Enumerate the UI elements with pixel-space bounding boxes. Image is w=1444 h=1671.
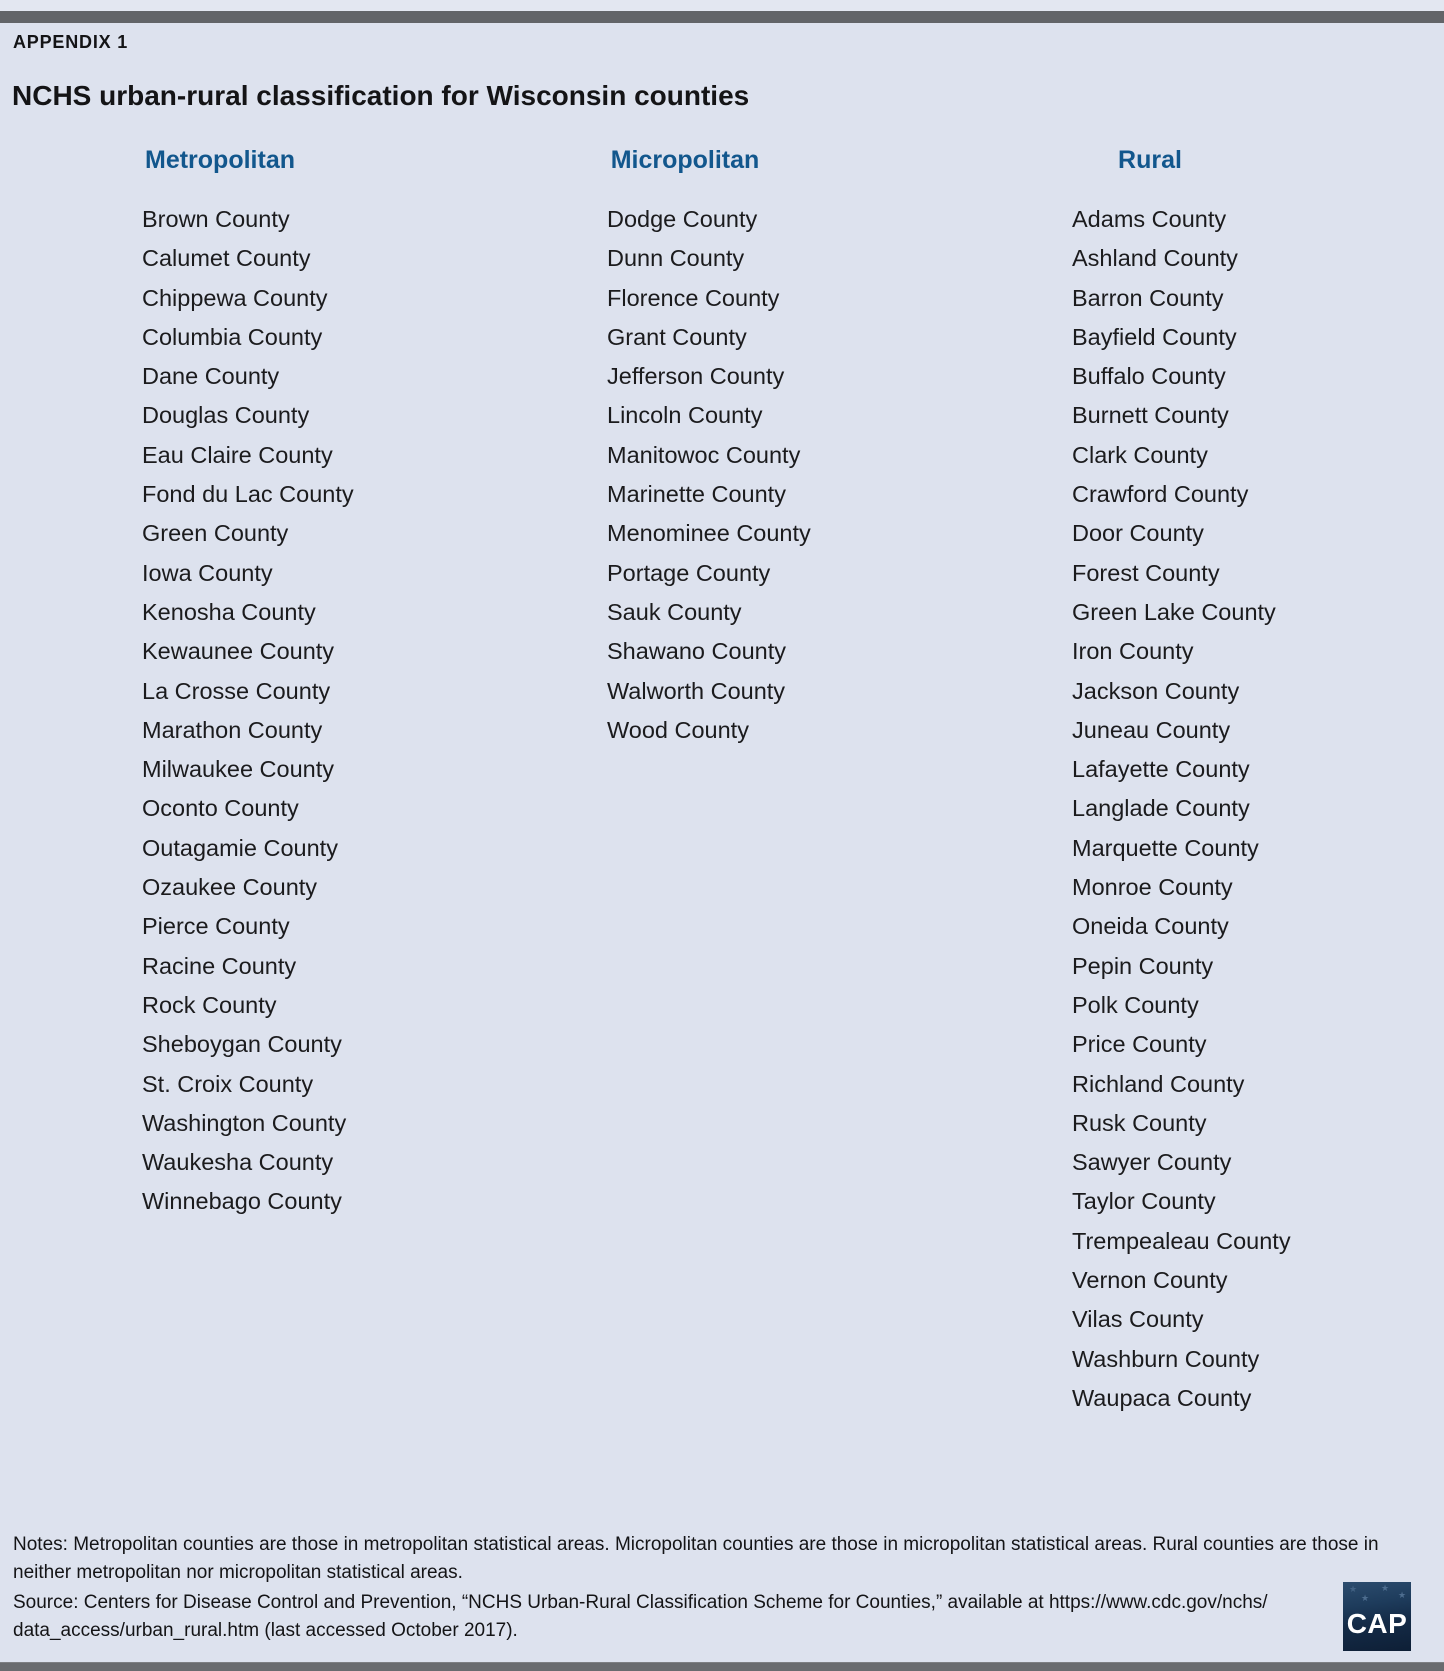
- county-item: Waukesha County: [142, 1149, 334, 1176]
- column-header-metropolitan: Metropolitan: [145, 146, 295, 174]
- county-item: Eau Claire County: [142, 441, 333, 468]
- county-item: Monroe County: [1072, 874, 1233, 901]
- county-item: Marathon County: [142, 716, 323, 743]
- cap-logo-text: CAP: [1346, 1607, 1408, 1639]
- county-item: Douglas County: [142, 402, 310, 429]
- county-item: Walworth County: [607, 677, 786, 704]
- county-item: Oconto County: [142, 795, 299, 822]
- county-item: Green County: [142, 520, 289, 547]
- county-item: Forest County: [1072, 559, 1220, 586]
- column-micropolitan: [525, 145, 845, 750]
- column-metropolitan: [60, 145, 380, 1222]
- county-item: Vernon County: [1072, 1267, 1228, 1294]
- county-item: Adams County: [1072, 206, 1227, 232]
- county-item: Rusk County: [1072, 1109, 1207, 1136]
- cap-logo: [1343, 1582, 1411, 1651]
- county-item: Racine County: [142, 952, 297, 979]
- county-item: Chippewa County: [142, 284, 328, 311]
- bottom-divider-bar: [0, 1662, 1444, 1671]
- county-item: Green Lake County: [1072, 598, 1276, 625]
- county-item: Shawano County: [607, 638, 786, 665]
- county-item: Milwaukee County: [142, 756, 335, 783]
- star-icon: ★: [1361, 1593, 1370, 1603]
- county-item: Vilas County: [1072, 1306, 1204, 1333]
- county-item: Columbia County: [142, 323, 323, 350]
- county-item: Taylor County: [1072, 1188, 1216, 1215]
- notes-text: [13, 1531, 1379, 1587]
- county-item: Trempealeau County: [1072, 1227, 1291, 1254]
- notes-line: neither metropolitan nor micropolitan statistical areas.: [13, 1562, 463, 1583]
- county-item: Dodge County: [607, 206, 758, 232]
- county-item: Manitowoc County: [607, 441, 801, 468]
- county-item: Burnett County: [1072, 402, 1229, 429]
- source-text: [13, 1589, 1268, 1645]
- county-item: Crawford County: [1072, 481, 1249, 508]
- county-item: Bayfield County: [1072, 323, 1237, 350]
- county-item: Grant County: [607, 323, 747, 350]
- county-item: Oneida County: [1072, 913, 1229, 940]
- county-item: Washburn County: [1072, 1345, 1260, 1372]
- county-item: Langlade County: [1072, 795, 1250, 822]
- county-item: Rock County: [142, 991, 277, 1018]
- star-icon: ★: [1381, 1583, 1390, 1593]
- county-item: Dane County: [142, 363, 280, 390]
- county-item: St. Croix County: [142, 1070, 314, 1097]
- county-item: Kenosha County: [142, 598, 316, 625]
- county-item: Iron County: [1072, 638, 1194, 665]
- county-item: La Crosse County: [142, 677, 331, 704]
- county-item: Marinette County: [607, 481, 786, 508]
- star-icon: ★: [1398, 1590, 1407, 1600]
- county-item: Outagamie County: [142, 834, 338, 861]
- county-item: Price County: [1072, 1031, 1207, 1058]
- county-item: Clark County: [1072, 441, 1208, 468]
- county-item: Jefferson County: [607, 363, 785, 390]
- county-list-metropolitan: [60, 200, 380, 1222]
- county-item: Waupaca County: [1072, 1384, 1252, 1411]
- county-item: Sheboygan County: [142, 1031, 342, 1058]
- county-item: Lafayette County: [1072, 756, 1250, 783]
- county-item: Portage County: [607, 559, 771, 586]
- county-item: Washington County: [142, 1109, 347, 1136]
- county-item: Pepin County: [1072, 952, 1214, 979]
- county-item: Calumet County: [142, 245, 311, 272]
- source-line: data_access/urban_rural.htm (last accessed October 2017).: [13, 1620, 518, 1641]
- county-item: Ashland County: [1072, 245, 1238, 272]
- county-list-rural: [990, 200, 1310, 1418]
- county-item: Brown County: [142, 206, 290, 232]
- notes-line: Notes: Metropolitan counties are those in metropolitan statistical areas. Micropolitan counties are those in micropolitan statistical areas. Rural counties are those in: [13, 1534, 1379, 1555]
- county-item: Iowa County: [142, 559, 273, 586]
- star-icon: ★: [1349, 1584, 1358, 1594]
- county-list-micropolitan: [525, 200, 845, 750]
- appendix-label: APPENDIX 1: [13, 32, 129, 52]
- county-item: Ozaukee County: [142, 874, 318, 901]
- county-item: Polk County: [1072, 991, 1199, 1018]
- county-item: Florence County: [607, 284, 780, 311]
- county-item: Door County: [1072, 520, 1204, 547]
- county-item: Sawyer County: [1072, 1149, 1232, 1176]
- county-item: Wood County: [607, 716, 749, 743]
- county-item: Fond du Lac County: [142, 481, 354, 508]
- county-item: Sauk County: [607, 598, 742, 625]
- column-header-micropolitan: Micropolitan: [610, 146, 760, 174]
- county-item: Winnebago County: [142, 1188, 342, 1215]
- county-item: Buffalo County: [1072, 363, 1226, 390]
- county-item: Dunn County: [607, 245, 745, 272]
- county-item: Kewaunee County: [142, 638, 335, 665]
- county-item: Menominee County: [607, 520, 811, 547]
- source-line: Source: Centers for Disease Control and Prevention, “NCHS Urban-Rural Classification Scheme for Counties,” available at https://www.cdc.gov/nchs/: [13, 1592, 1268, 1613]
- column-rural: [990, 145, 1310, 1418]
- county-item: Marquette County: [1072, 834, 1259, 861]
- column-header-rural: Rural: [1118, 146, 1182, 174]
- county-item: Juneau County: [1072, 716, 1231, 743]
- county-item: Pierce County: [142, 913, 290, 940]
- page-title: NCHS urban-rural classification for Wisconsin counties: [12, 80, 750, 111]
- county-item: Jackson County: [1072, 677, 1240, 704]
- county-item: Barron County: [1072, 284, 1224, 311]
- county-item: Richland County: [1072, 1070, 1245, 1097]
- county-item: Lincoln County: [607, 402, 763, 429]
